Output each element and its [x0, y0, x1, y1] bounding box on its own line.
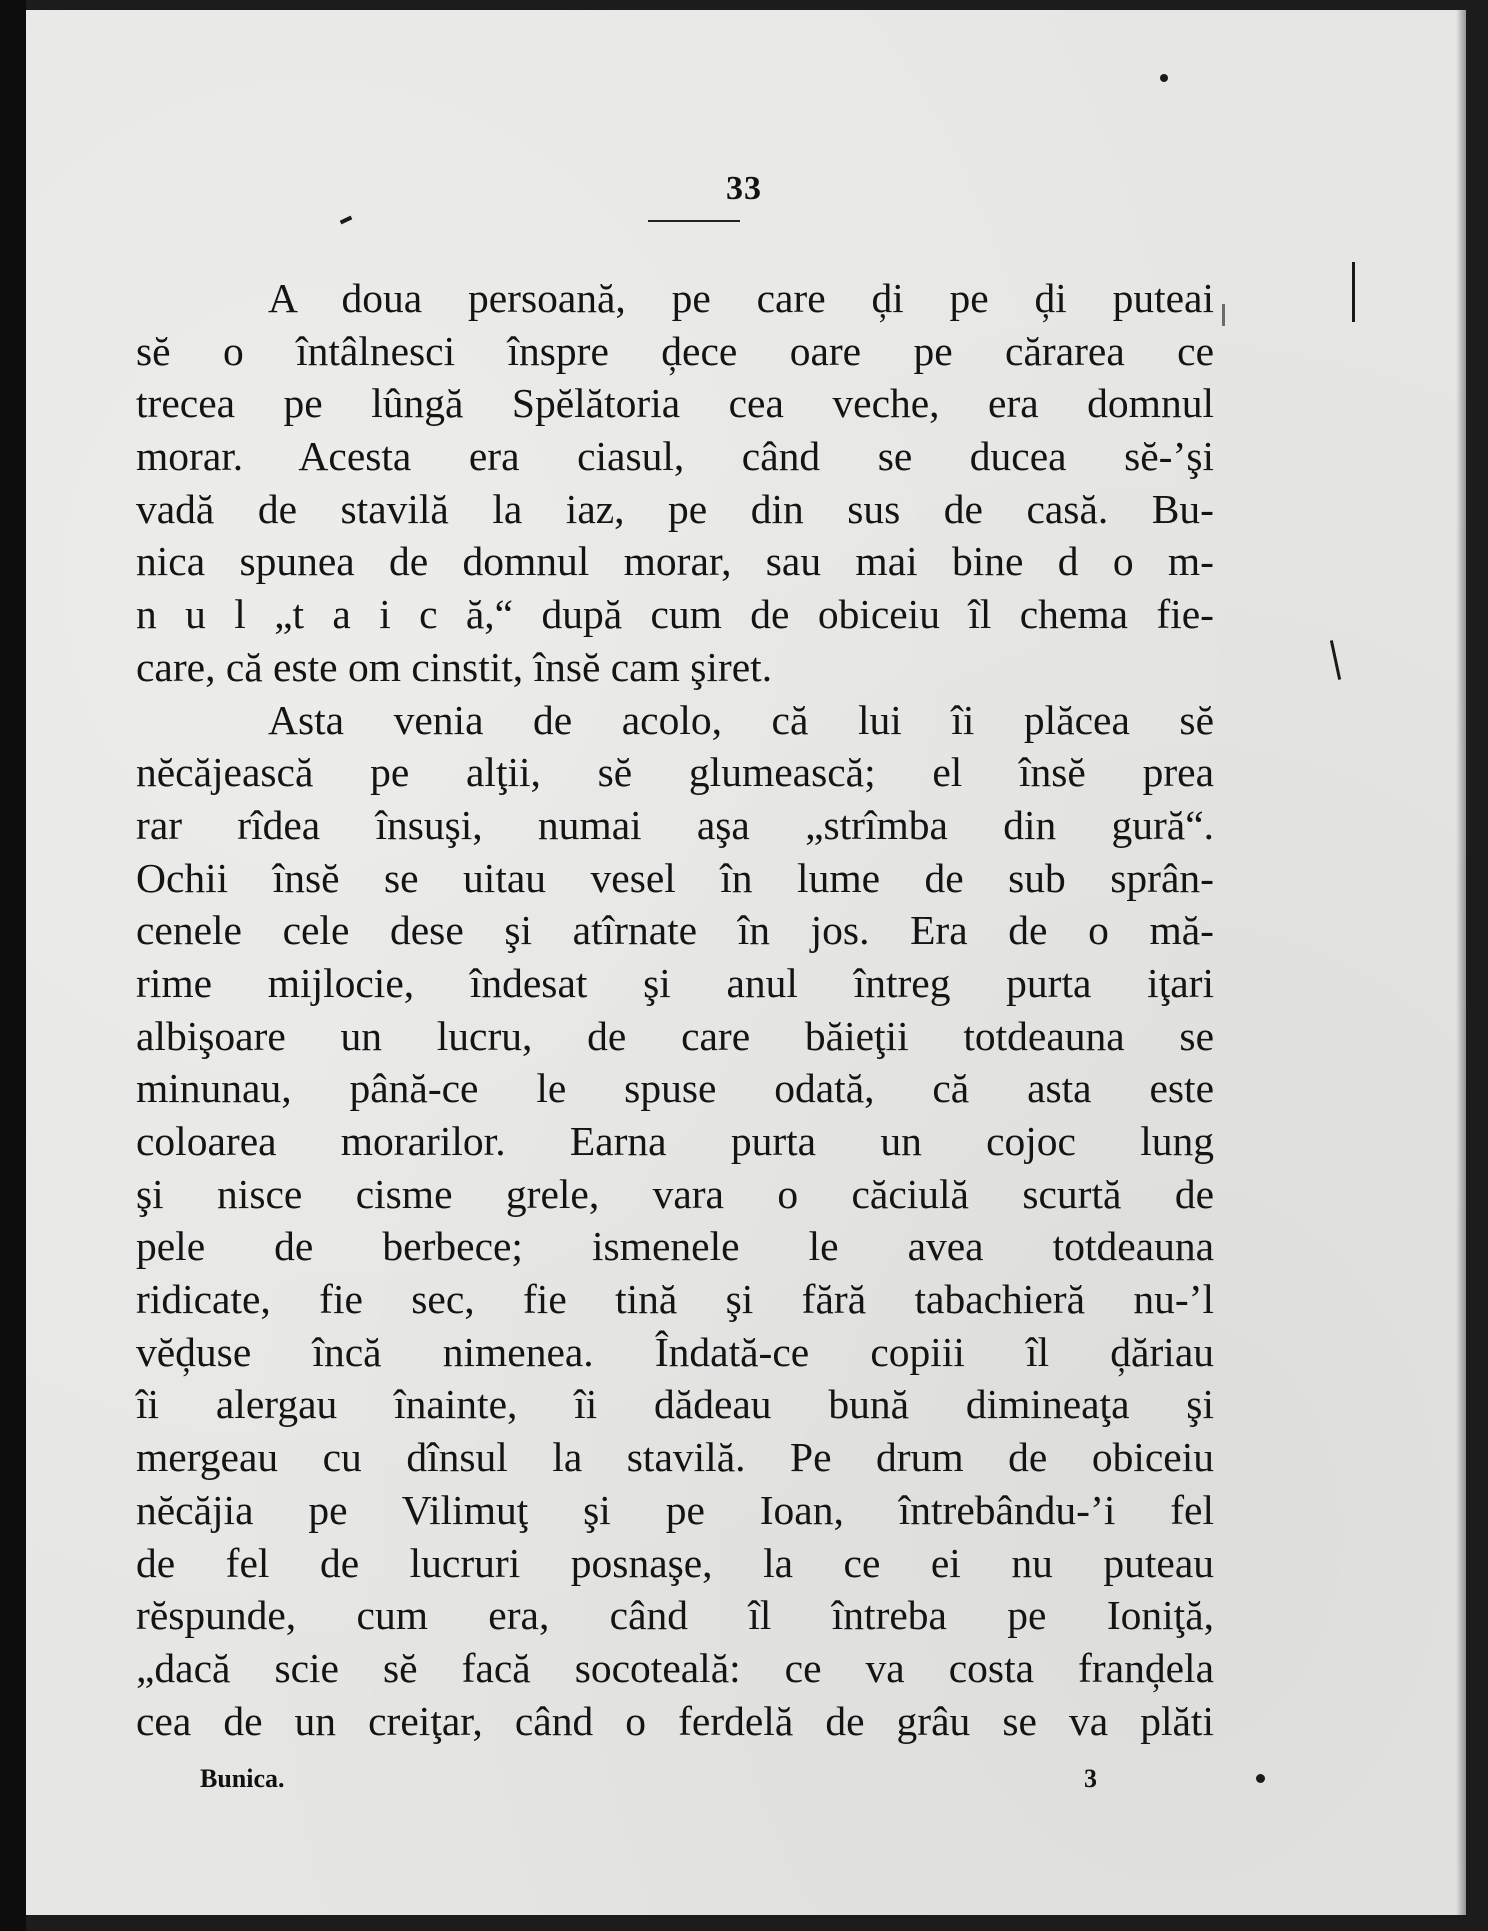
text-line: morar. Acesta era ciasul, când se ducea sĕ-’şi — [136, 433, 1214, 480]
text-line: Asta venia de acolo, că lui îi plăcea sĕ — [268, 696, 1214, 743]
scan-speck — [1256, 1774, 1265, 1783]
text-line: îi alergau înainte, îi dădeau bună dimineaţa şi — [136, 1381, 1214, 1428]
text-line: Ochii însĕ se uitau vesel în lume de sub sprân- — [136, 854, 1214, 901]
text-line: trecea pe lûngă Spĕlătoria cea veche, era domnul — [136, 380, 1214, 427]
text-line: de fel de lucruri posnaşe, la ce ei nu puteau — [136, 1539, 1214, 1586]
scan-speck — [1160, 74, 1168, 82]
text-line: care, că este om cinstit, însĕ cam şiret. — [136, 643, 773, 690]
text-line: pele de berbece; ismenele le avea totdeauna — [136, 1223, 1214, 1270]
text-line: minunau, până-ce le spuse odată, că asta este — [136, 1065, 1214, 1112]
text-line: vĕḑuse încă nimenea. Îndată-ce copiii îl ḑăriau — [136, 1328, 1214, 1375]
text-line: rar rîdea însuşi, numai aşa „strîmba din gură“. — [136, 801, 1214, 848]
text-line: şi nisce cisme grele, vara o căciulă scurtă de — [136, 1170, 1214, 1217]
text-line: vadă de stavilă la iaz, pe din sus de casă. Bu- — [136, 485, 1214, 532]
footer-sheet-mark: 3 — [1084, 1764, 1097, 1793]
text-line: „dacă scie sĕ facă socoteală: ce va costa franḑela — [136, 1644, 1214, 1691]
text-line: albişoare un lucru, de care băieţii totdeauna se — [136, 1012, 1214, 1059]
footer-signature: Bunica. — [200, 1764, 285, 1793]
text-line: cea de un creiţar, când o ferdelă de grâu se va plăti — [136, 1697, 1214, 1744]
page-number-rule — [648, 220, 740, 222]
text-line: coloarea morarilor. Earna purta un cojoc lung — [136, 1118, 1214, 1164]
body-text — [136, 272, 1214, 1747]
text-line: mergeau cu dînsul la stavilă. Pe drum de obiceiu — [136, 1434, 1214, 1481]
page-right-edge-shadow — [1456, 10, 1466, 1915]
text-line: sĕ o întâlnesci înspre ḑece oare pe cărarea ce — [136, 327, 1214, 374]
text-line: cenele cele dese şi atîrnate în jos. Era de o mă- — [136, 907, 1214, 954]
book-spine-shadow — [0, 0, 26, 1931]
text-line: rĕspunde, cum era, când îl întreba pe Ioniţă, — [136, 1592, 1214, 1639]
scan-speck — [1352, 262, 1355, 322]
text-line: nica spunea de domnul morar, sau mai bine d o m- — [136, 538, 1214, 585]
text-line: nĕcăjească pe alţii, sĕ glumească; el însĕ prea — [136, 749, 1214, 796]
text-line: ridicate, fie sec, fie tină şi fără tabachieră nu-’l — [136, 1276, 1214, 1323]
text-line: rime mijlocie, îndesat şi anul întreg purta iţari — [136, 959, 1214, 1006]
scan-speck — [1222, 304, 1225, 326]
text-line: n u l „t a i c ă,“ după cum de obiceiu îl chema fie- — [136, 591, 1214, 638]
text-line: nĕcăjia pe Vilimuţ şi pe Ioan, întrebându-’i fel — [136, 1486, 1214, 1533]
page-number: 33 — [726, 170, 762, 207]
text-line: A doua persoană, pe care ḑi pe ḑi puteai — [268, 275, 1214, 321]
